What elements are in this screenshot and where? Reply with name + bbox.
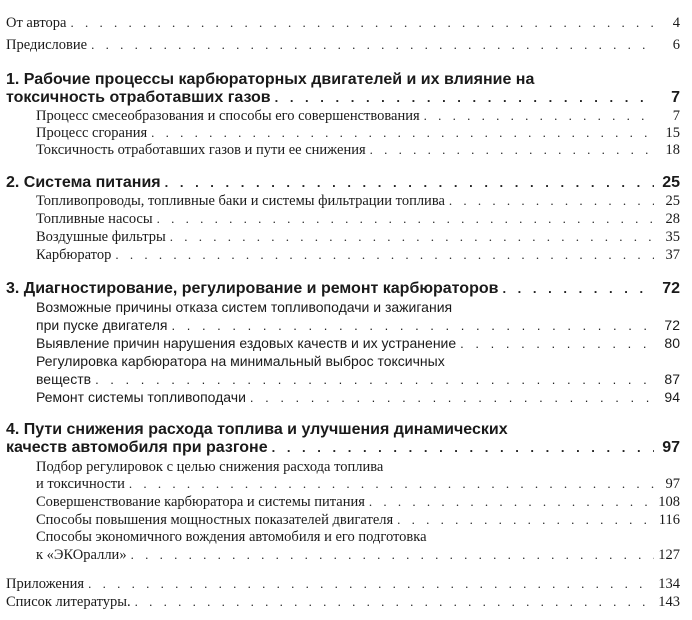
chapter-page: 25	[662, 174, 680, 191]
toc-entry-page: 97	[665, 476, 680, 492]
toc-entry-page: 25	[665, 193, 680, 209]
dot-leader	[397, 511, 654, 529]
chapter-title: качеств автомобиля при разгоне	[6, 439, 268, 456]
dot-leader	[157, 210, 654, 228]
dot-leader	[91, 36, 654, 54]
toc-entry[interactable]	[36, 192, 680, 210]
toc-entry-page: 116	[658, 512, 680, 528]
toc-entry-page: 7	[672, 108, 680, 124]
toc-entry-line1: Регулировка карбюратора на минимальный выброс токсичных	[36, 353, 445, 369]
toc-entry-title: Топливные насосы	[36, 211, 153, 227]
dot-leader	[131, 546, 654, 564]
dot-leader	[172, 317, 655, 335]
toc-entry-page: 72	[664, 317, 680, 333]
toc-entry[interactable]	[36, 334, 680, 353]
toc-entry-title: Список литературы.	[6, 594, 131, 610]
toc-entry-page: 4	[672, 15, 680, 31]
toc-entry-title: Процесс смесеобразования и способы его совершенствования	[36, 108, 420, 124]
toc-entry-title: и токсичности	[36, 476, 125, 492]
chapter-title: 2. Система питания	[6, 174, 161, 191]
toc-entry-appendices[interactable]	[6, 575, 680, 593]
toc-entry-page: 28	[665, 211, 680, 227]
toc-entry-title: Топливопроводы, топливные баки и системы фильтрации топлива	[36, 193, 445, 209]
toc-entry-preface[interactable]	[6, 36, 680, 54]
dot-leader	[129, 475, 654, 493]
toc-entry[interactable]	[36, 546, 680, 564]
chapter-4-heading[interactable]	[6, 439, 680, 457]
toc-entry-page: 6	[672, 37, 680, 53]
dot-leader	[95, 371, 654, 389]
toc-entry-line1: Способы экономичного вождения автомобиля и его подготовка	[36, 529, 427, 545]
toc-entry[interactable]	[36, 493, 680, 511]
toc-entry-title: веществ	[36, 371, 92, 387]
toc-entry-page: 143	[658, 594, 680, 610]
toc-entry[interactable]	[36, 370, 680, 389]
chapter-3-heading[interactable]	[6, 280, 680, 298]
toc-entry-title: Процесс сгорания	[36, 125, 148, 141]
toc-entry[interactable]	[36, 107, 680, 125]
dot-leader	[460, 335, 654, 353]
dot-leader	[115, 246, 654, 264]
toc-entry-title: Токсичность отработавших газов и пути ее снижения	[36, 142, 366, 158]
toc-entry-title: Приложения	[6, 576, 85, 592]
toc-entry-title: Способы повышения мощностных показателей двигателя	[36, 512, 394, 528]
toc-entry[interactable]	[36, 388, 680, 407]
chapter-title: 3. Диагностирование, регулирование и ремонт карбюраторов	[6, 280, 499, 297]
chapter-page: 7	[671, 89, 680, 106]
dot-leader	[449, 192, 654, 210]
chapter-4-title-line1: 4. Пути снижения расхода топлива и улучшения динамических	[6, 421, 508, 438]
toc-entry-page: 108	[658, 494, 680, 510]
toc-entry[interactable]	[36, 475, 680, 493]
toc-entry-line1: Возможные причины отказа систем топливоподачи и зажигания	[36, 299, 453, 315]
toc-entry-page: 127	[658, 547, 680, 563]
toc-entry-title: Предисловие	[6, 37, 88, 53]
toc-entry-page: 134	[658, 576, 680, 592]
dot-leader	[88, 575, 654, 593]
toc-entry-page: 35	[665, 229, 680, 245]
toc-entry-title: при пуске двигателя	[36, 317, 168, 333]
toc-entry-from-author[interactable]	[6, 14, 680, 32]
dot-leader	[170, 228, 654, 246]
chapter-1-heading[interactable]	[6, 89, 680, 107]
dot-leader	[151, 124, 654, 142]
toc-entry[interactable]	[36, 210, 680, 228]
toc-entry-title: Ремонт системы топливоподачи	[36, 389, 246, 405]
toc-entry-title: Карбюратор	[36, 247, 112, 263]
chapter-1-title-line1: 1. Рабочие процессы карбюраторных двигателей и их влияние на	[6, 71, 535, 88]
toc-entry-page: 94	[664, 389, 680, 405]
toc-entry-page: 18	[665, 142, 680, 158]
toc-entry-page: 15	[665, 125, 680, 141]
dot-leader	[424, 107, 654, 125]
dot-leader	[165, 174, 654, 192]
toc-entry-bibliography[interactable]	[6, 593, 680, 611]
chapter-2-heading[interactable]	[6, 174, 680, 192]
toc-entry-title: Совершенствование карбюратора и системы питания	[36, 494, 365, 510]
toc-entry[interactable]	[36, 511, 680, 529]
dot-leader	[70, 14, 654, 32]
dot-leader	[135, 593, 654, 611]
chapter-page: 97	[662, 439, 680, 456]
toc-entry-title: От автора	[6, 15, 67, 31]
dot-leader	[272, 439, 654, 457]
dot-leader	[275, 89, 654, 107]
dot-leader	[369, 493, 654, 511]
toc-entry[interactable]	[36, 228, 680, 246]
dot-leader	[502, 280, 654, 298]
toc-entry-page: 87	[664, 371, 680, 387]
dot-leader	[250, 389, 654, 407]
toc-entry-title: к «ЭКОралли»	[36, 547, 127, 563]
chapter-title: токсичность отработавших газов	[6, 89, 271, 106]
toc-entry-line1: Подбор регулировок с целью снижения расхода топлива	[36, 459, 384, 475]
toc-entry[interactable]	[36, 141, 680, 159]
chapter-page: 72	[662, 280, 680, 297]
toc-entry-page: 80	[664, 335, 680, 351]
toc-entry[interactable]	[36, 316, 680, 335]
toc-entry-page: 37	[665, 247, 680, 263]
toc-entry-title: Воздушные фильтры	[36, 229, 166, 245]
toc-entry[interactable]	[36, 246, 680, 264]
toc-entry[interactable]	[36, 124, 680, 142]
toc-entry-title: Выявление причин нарушения ездовых качеств и их устранение	[36, 335, 457, 351]
dot-leader	[370, 141, 654, 159]
